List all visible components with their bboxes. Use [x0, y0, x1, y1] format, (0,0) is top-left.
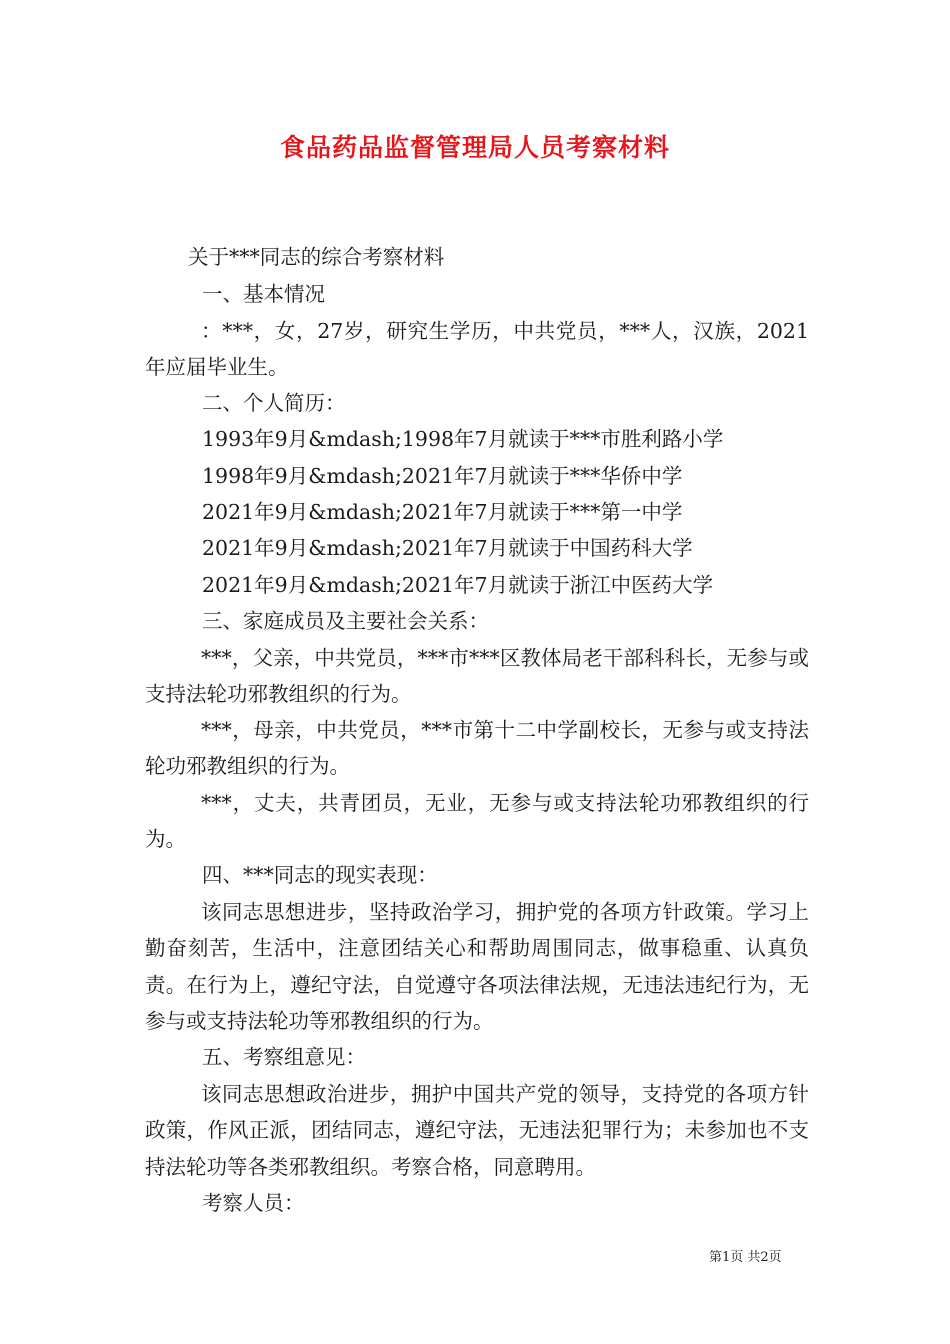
section-5-title: 五、考察组意见： [202, 1045, 366, 1069]
section-1-text: ：***，女，27岁，研究生学历，中共党员，***人，汉族，2021年应届毕业生。 [145, 319, 809, 380]
section-4-text: 该同志思想进步，坚持政治学习，拥护党的各项方针政策。学习上勤奋刻苦，生活中，注意团结关心和帮助周围同志，做事稳重、认真负责。在行为上，遵纪守法，自觉遵守各项法律法规，无违法违纪行为，无参与或支持法轮功等邪教组织的行为。 [145, 900, 809, 1034]
section-1-title: 一、基本情况 [202, 282, 325, 306]
family-member-father: ***，父亲，中共党员，***市***区教体局老干部科科长，无参与或支持法轮功邪教组织的行为。 [145, 646, 809, 707]
section-2-title: 二、个人简历： [202, 391, 346, 415]
document-heading: 关于***同志的综合考察材料 [188, 245, 445, 269]
resume-item: 2021年9月&mdash;2021年7月就读于***第一中学 [202, 500, 683, 524]
resume-item: 2021年9月&mdash;2021年7月就读于浙江中医药大学 [202, 573, 714, 597]
family-member-husband: ***，丈夫，共青团员，无业，无参与或支持法轮功邪教组织的行为。 [145, 791, 809, 852]
examiners-label: 考察人员： [202, 1191, 305, 1215]
section-3-title: 三、家庭成员及主要社会关系： [202, 609, 489, 633]
resume-item: 1993年9月&mdash;1998年7月就读于***市胜利路小学 [202, 427, 724, 451]
document-title: 食品药品监督管理局人员考察材料 [279, 133, 670, 162]
section-4-title: 四、***同志的现实表现： [202, 863, 438, 887]
page-number: 第1页 共2页 [709, 1250, 782, 1265]
section-5-text: 该同志思想政治进步，拥护中国共产党的领导，支持党的各项方针政策，作风正派，团结同志，遵纪守法，无违法犯罪行为；未参加也不支持法轮功等各类邪教组织。考察合格，同意聘用。 [145, 1082, 809, 1179]
family-member-mother: ***，母亲，中共党员，***市第十二中学副校长，无参与或支持法轮功邪教组织的行为。 [145, 718, 809, 779]
resume-item: 1998年9月&mdash;2021年7月就读于***华侨中学 [202, 464, 683, 488]
resume-item: 2021年9月&mdash;2021年7月就读于中国药科大学 [202, 536, 693, 560]
